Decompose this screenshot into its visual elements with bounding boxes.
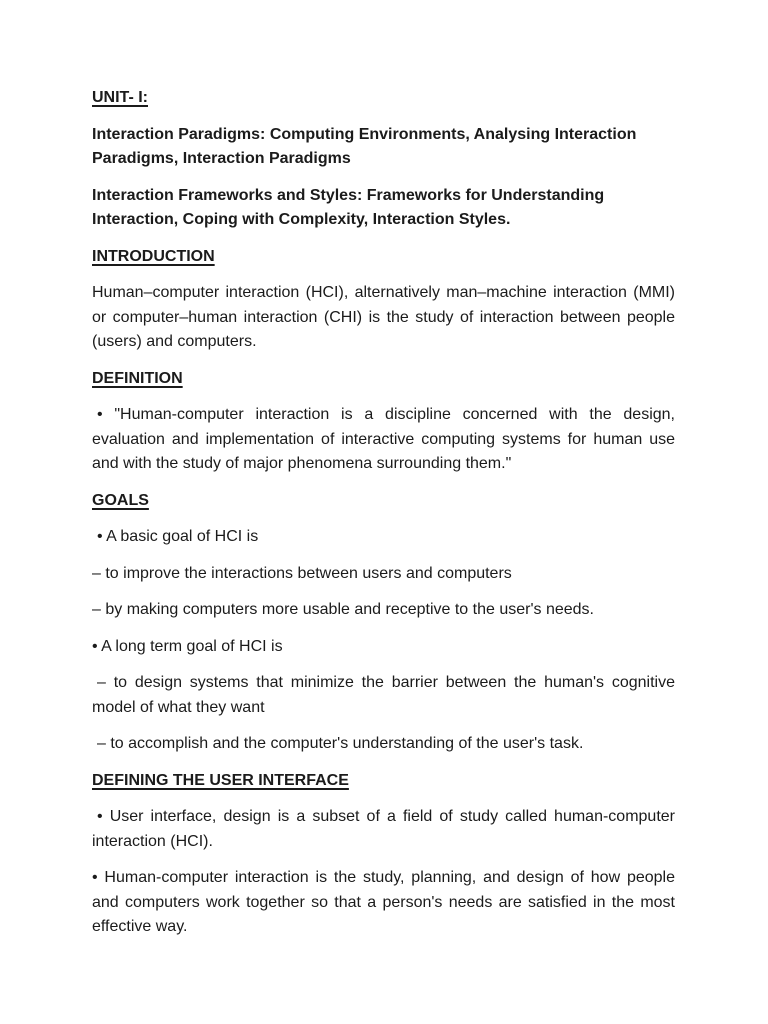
goal-improve-line: – to improve the interactions between users and computers	[92, 564, 512, 582]
syllabus-paragraph-1: Interaction Paradigms: Computing Environments, Analysing Interaction Paradigms, Interaction Paradigms	[92, 125, 637, 167]
definition-paragraph: • "Human-computer interaction is a discipline concerned with the design, evaluation and implementation of interactive computing systems for human use and with the study of major phenomena surrounding them."	[92, 406, 675, 472]
goals-heading: GOALS	[92, 491, 149, 509]
hci-study-paragraph: • Human-computer interaction is the study, planning, and design of how people and computers work together so that a person's needs are satisfied in the most effective way.	[92, 869, 675, 935]
unit-heading: UNIT- I:	[92, 89, 148, 106]
introduction-heading: INTRODUCTION	[92, 247, 215, 265]
definition-heading: DEFINITION	[92, 369, 183, 387]
syllabus-paragraph-2: Interaction Frameworks and Styles: Frameworks for Understanding Interaction, Coping with Complexity, Interaction Styles.	[92, 186, 605, 228]
ui-subset-paragraph: • User interface, design is a subset of a field of study called human-computer interaction (HCI).	[92, 808, 675, 850]
introduction-paragraph: Human–computer interaction (HCI), alternatively man–machine interaction (MMI) or computer–human interaction (CHI) is the study of interaction between people (users) and computers.	[92, 284, 675, 350]
goal-longterm-bullet: • A long term goal of HCI is	[92, 637, 283, 655]
goal-basic-bullet: • A basic goal of HCI is	[97, 528, 259, 545]
goal-accomplish-line: – to accomplish and the computer's understanding of the user's task.	[97, 735, 584, 752]
goal-usable-line: – by making computers more usable and receptive to the user's needs.	[92, 601, 594, 618]
defining-ui-heading: DEFINING THE USER INTERFACE	[92, 771, 349, 789]
goal-design-paragraph: – to design systems that minimize the barrier between the human's cognitive model of what they want	[92, 674, 675, 716]
